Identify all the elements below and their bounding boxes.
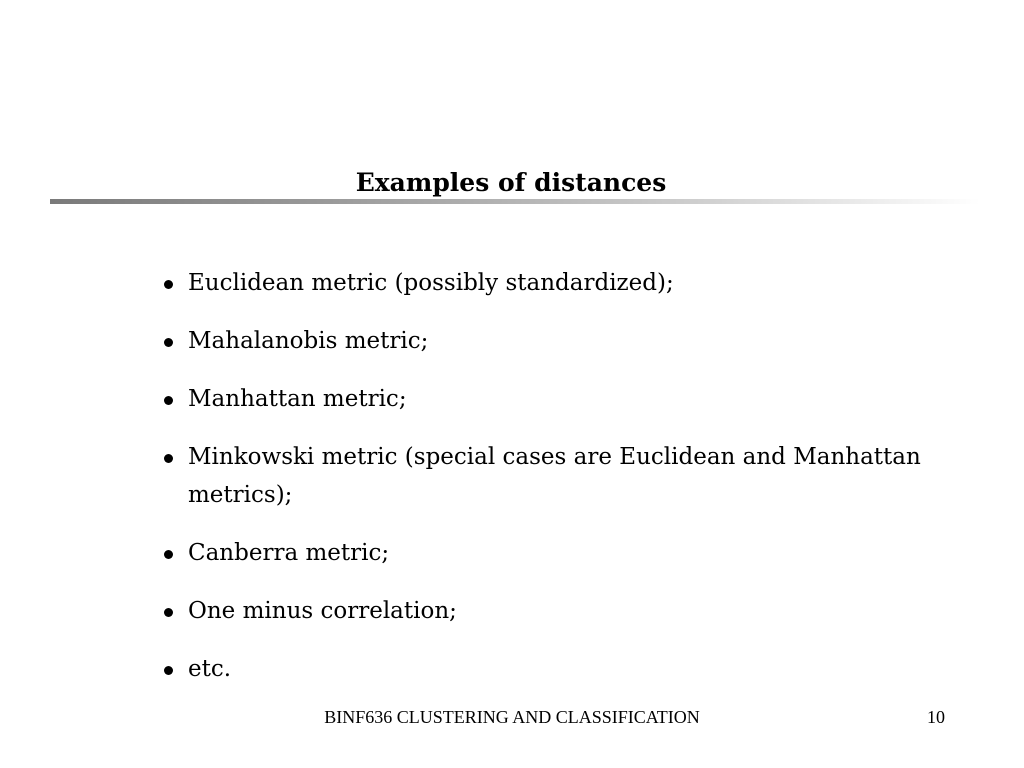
bullet-text: Manhattan metric; [188, 386, 407, 412]
bullet-dot-icon [164, 666, 173, 675]
bullet-item-euclidean [162, 264, 922, 302]
page-number: 10 [927, 707, 945, 727]
bullet-text: etc. [188, 656, 232, 682]
bullet-dot-icon [164, 608, 173, 617]
bullet-item-canberra [162, 534, 922, 572]
bullet-dot-icon [164, 338, 173, 347]
bullet-item-etc [162, 650, 922, 688]
footer-course-title: BINF636 CLUSTERING AND CLASSIFICATION [324, 707, 700, 727]
bullet-item-one-minus-correlation [162, 592, 922, 630]
bullet-dot-icon [164, 454, 173, 463]
bullet-item-mahalanobis [162, 322, 922, 360]
bullet-dot-icon [164, 396, 173, 405]
slide-title: Examples of distances [355, 168, 667, 197]
bullet-text: Mahalanobis metric; [188, 328, 429, 354]
bullet-dot-icon [164, 550, 173, 559]
bullet-dot-icon [164, 280, 173, 289]
title-divider [50, 199, 980, 204]
bullet-text: Canberra metric; [188, 540, 390, 566]
bullet-text: Euclidean metric (possibly standardized); [188, 270, 674, 296]
bullet-text: Minkowski metric (special cases are Euclidean and Manhattan metrics); [188, 444, 921, 508]
bullet-item-minkowski [162, 438, 922, 514]
bullet-item-manhattan [162, 380, 922, 418]
bullet-list [162, 264, 922, 708]
bullet-text: One minus correlation; [188, 598, 457, 624]
